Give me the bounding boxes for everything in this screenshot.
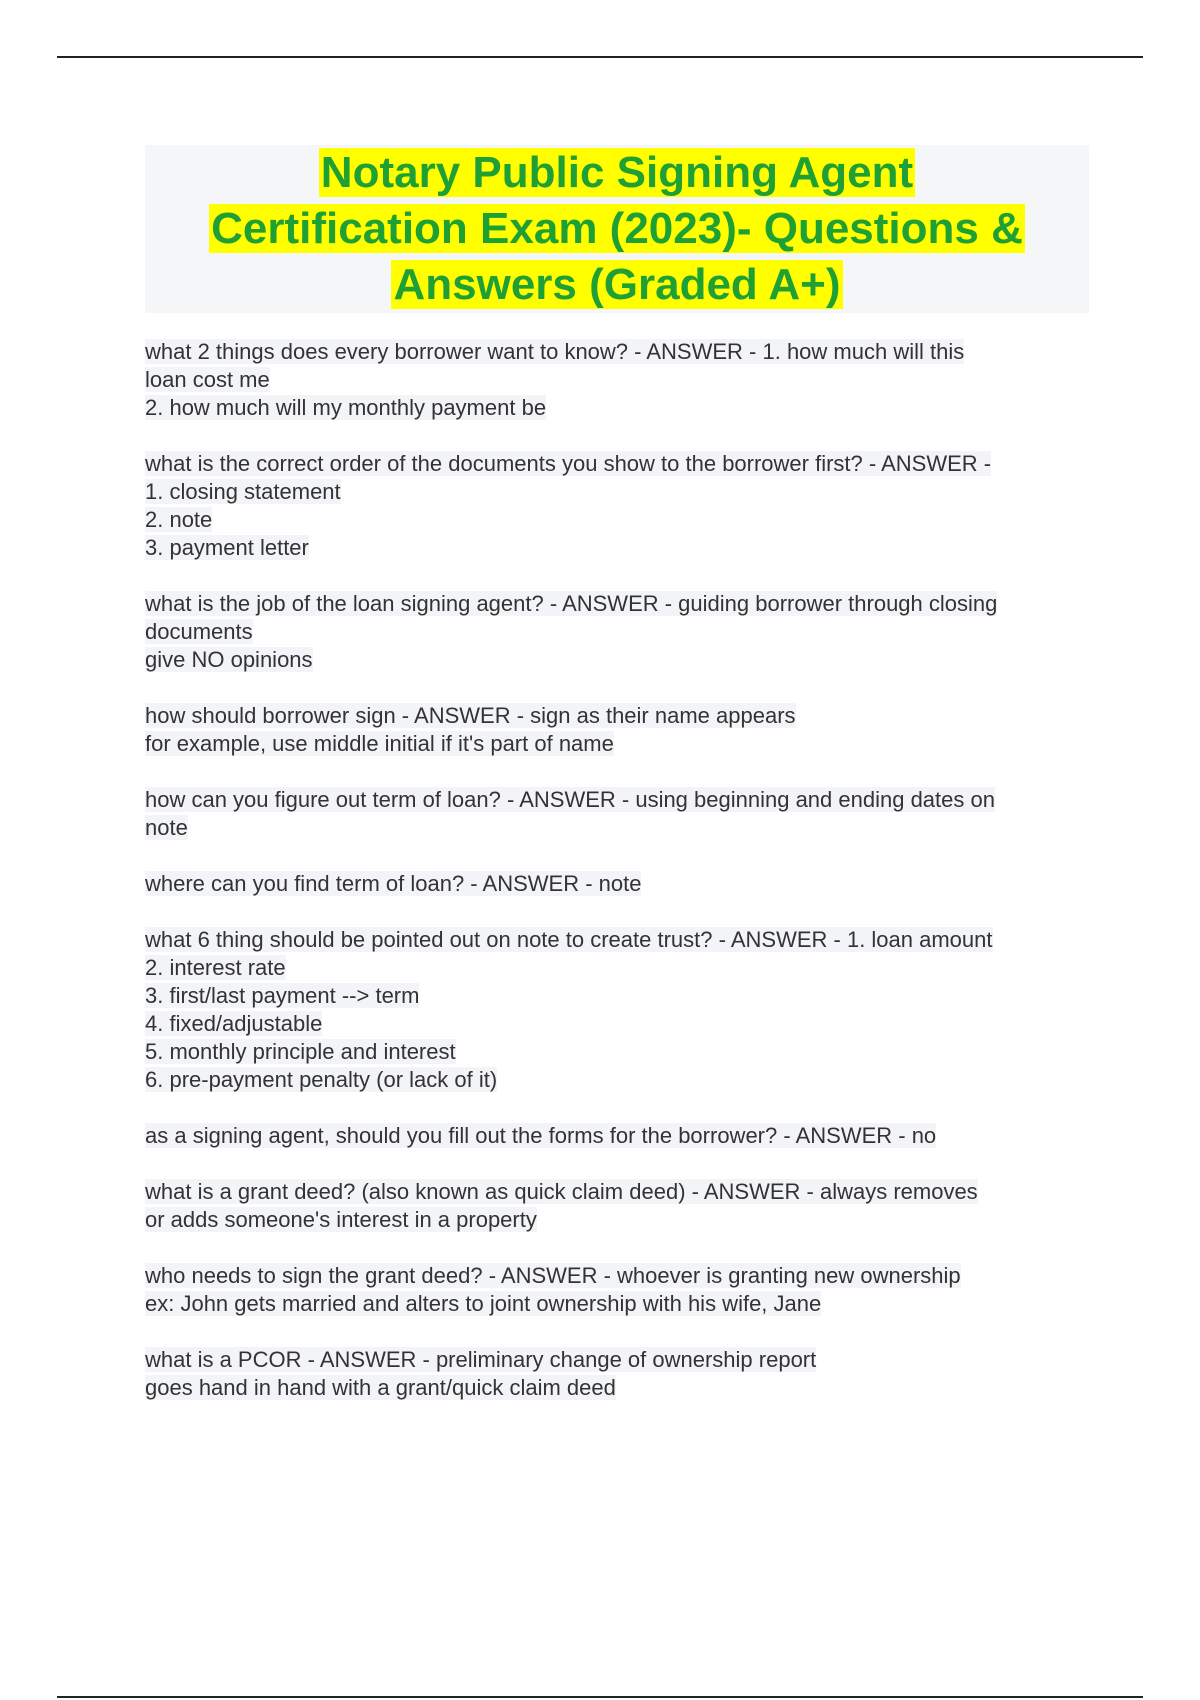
qa-line: 3. payment letter xyxy=(145,535,309,560)
qa-line: what is the correct order of the documents you show to the borrower first? - ANSWER - xyxy=(145,451,992,476)
qa-line: for example, use middle initial if it's part of name xyxy=(145,731,614,756)
qa-line: 4. fixed/adjustable xyxy=(145,1011,323,1036)
qa-line: how can you figure out term of loan? - ANSWER - using beginning and ending dates on xyxy=(145,787,995,812)
qa-line: what is the job of the loan signing agent? - ANSWER - guiding borrower through closing xyxy=(145,591,998,616)
qa-line: what 6 thing should be pointed out on note to create trust? - ANSWER - 1. loan amount xyxy=(145,927,993,952)
qa-item xyxy=(145,338,1089,422)
qa-item xyxy=(145,926,1089,1094)
qa-line: 2. note xyxy=(145,507,213,532)
qa-line: 2. interest rate xyxy=(145,955,286,980)
qa-line: ex: John gets married and alters to joint ownership with his wife, Jane xyxy=(145,1291,822,1316)
bottom-rule xyxy=(57,1696,1143,1698)
qa-item xyxy=(145,702,1089,758)
qa-line: or adds someone's interest in a property xyxy=(145,1207,537,1232)
qa-line: what is a grant deed? (also known as quick claim deed) - ANSWER - always removes xyxy=(145,1179,978,1204)
qa-line: loan cost me xyxy=(145,367,270,392)
top-rule xyxy=(57,56,1143,58)
qa-item xyxy=(145,1122,1089,1150)
qa-item xyxy=(145,1178,1089,1234)
qa-line: as a signing agent, should you fill out the forms for the borrower? - ANSWER - no xyxy=(145,1123,937,1148)
qa-item xyxy=(145,590,1089,674)
qa-line: what 2 things does every borrower want to know? - ANSWER - 1. how much will this xyxy=(145,339,965,364)
qa-line: how should borrower sign - ANSWER - sign as their name appears xyxy=(145,703,796,728)
qa-line: 2. how much will my monthly payment be xyxy=(145,395,547,420)
qa-list xyxy=(145,338,1089,1430)
qa-item xyxy=(145,870,1089,898)
qa-item xyxy=(145,450,1089,562)
qa-line: 1. closing statement xyxy=(145,479,341,504)
qa-item xyxy=(145,786,1089,842)
title-line: Answers (Graded A+) xyxy=(393,260,841,309)
qa-line: goes hand in hand with a grant/quick claim deed xyxy=(145,1375,616,1400)
qa-line: where can you find term of loan? - ANSWER - note xyxy=(145,871,642,896)
qa-item xyxy=(145,1262,1089,1318)
qa-line: 6. pre-payment penalty (or lack of it) xyxy=(145,1067,498,1092)
qa-item xyxy=(145,1346,1089,1402)
qa-line: documents xyxy=(145,619,253,644)
qa-line: 3. first/last payment --> term xyxy=(145,983,420,1008)
qa-line: 5. monthly principle and interest xyxy=(145,1039,456,1064)
qa-line: note xyxy=(145,815,188,840)
title-line: Certification Exam (2023)- Questions & xyxy=(211,204,1023,253)
document-title xyxy=(145,145,1089,313)
qa-line: what is a PCOR - ANSWER - preliminary change of ownership report xyxy=(145,1347,817,1372)
title-line: Notary Public Signing Agent xyxy=(320,148,914,197)
qa-line: who needs to sign the grant deed? - ANSWER - whoever is granting new ownership xyxy=(145,1263,961,1288)
qa-line: give NO opinions xyxy=(145,647,313,672)
